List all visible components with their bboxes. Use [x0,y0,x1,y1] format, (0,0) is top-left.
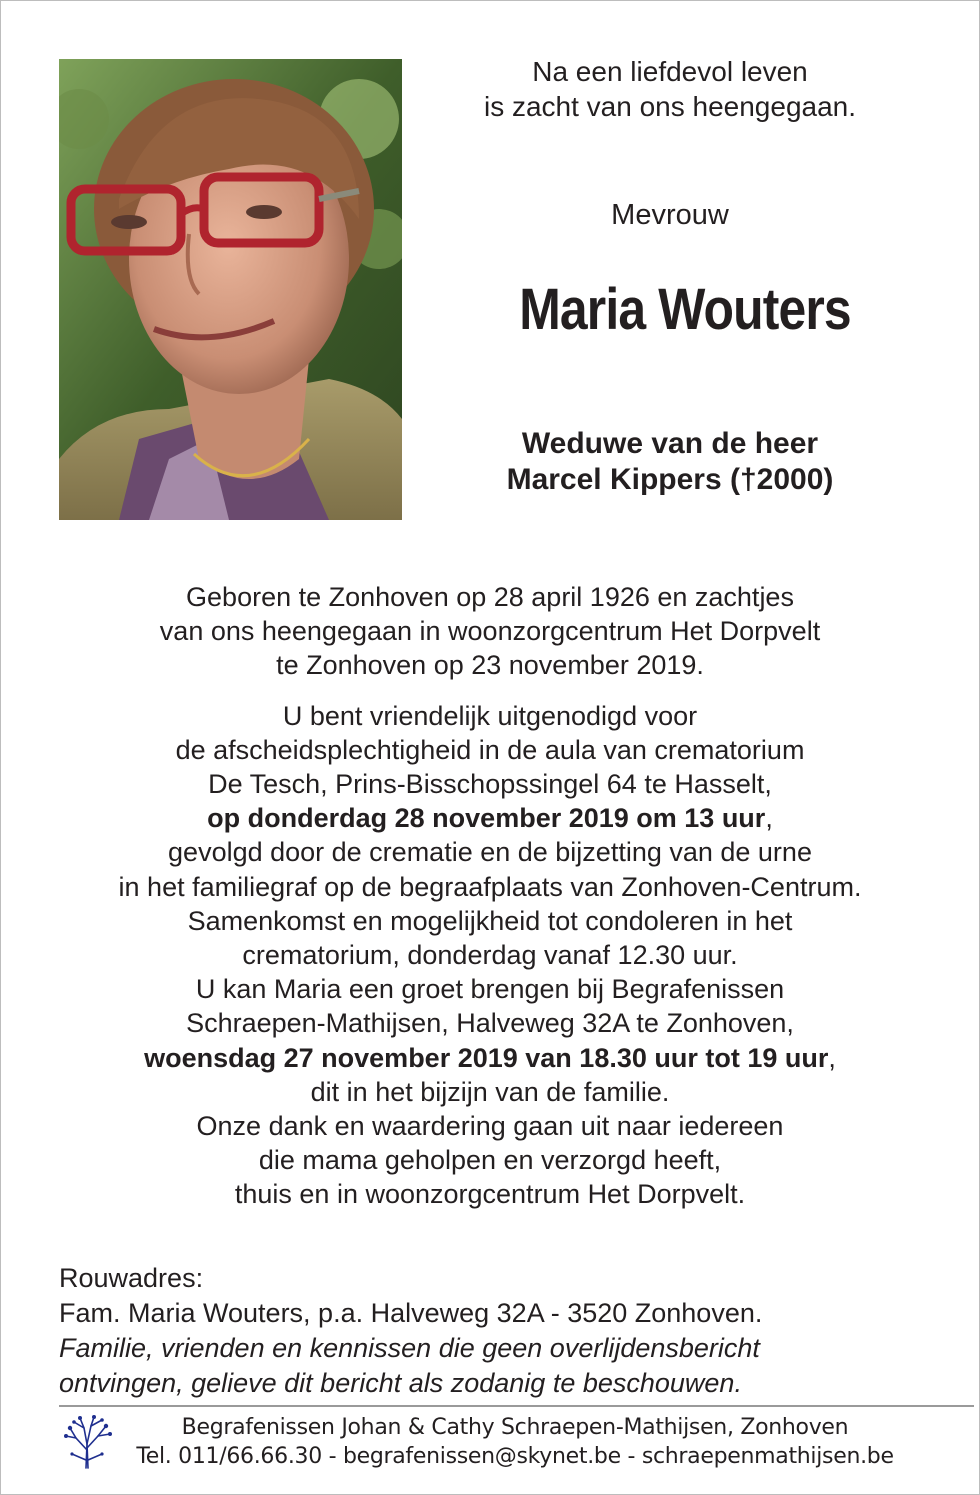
spouse-line-2: Marcel Kippers (†2000) [506,463,834,496]
deceased-name: Maria Wouters [519,277,851,342]
intro-text [420,54,920,124]
birth-line: Geboren te Zonhoven op 28 april 1926 en zachtjes [186,582,794,612]
invitation-line: U bent vriendelijk uitgenodigd voor [282,700,698,731]
visit-date-line [40,1041,940,1075]
invitation-line: Onze dank en waardering gaan uit naar iedereen [196,1111,784,1142]
notice-line: Familie, vrienden en kennissen die geen overlijdensbericht [59,1333,760,1363]
visit-suffix: , [828,1042,836,1073]
spouse-line-1: Weduwe van de heer [521,427,819,460]
invitation-line: crematorium, donderdag vanaf 12.30 uur. [242,940,738,971]
invitation-line: Samenkomst en mogelijkheid tot condoleren in het [187,905,793,936]
invitation-line: De Tesch, Prins-Bisschopssingel 64 te Hasselt, [208,769,772,800]
invitation-line: die mama geholpen en verzorgd heeft, [258,1145,722,1176]
intro-line-1: Na een liefdevol leven [532,56,808,87]
footer-line-2: Tel. 011/66.66.30 - begrafenissen@skynet.be - schraepenmathijsen.be [136,1444,894,1469]
mourning-address [59,1261,939,1401]
tree-icon [62,1414,114,1470]
intro-line-2: is zacht van ons heengegaan. [483,91,857,122]
footer-divider [59,1405,974,1407]
invitation-line: de afscheidsplechtigheid in de aula van crematorium [175,734,805,765]
salutation: Mevrouw [611,199,729,231]
footer-line-1: Begrafenissen Johan & Cathy Schraepen-Mathijsen, Zonhoven [181,1415,849,1440]
invitation-line: gevolgd door de crematie en de bijzetting van de urne [168,837,812,868]
portrait-photo [59,59,402,520]
notice-line: ontvingen, gelieve dit bericht als zodanig te beschouwen. [59,1368,742,1398]
address-label: Rouwadres: [59,1263,204,1293]
ceremony-date: op donderdag 28 november 2019 om 13 uur [207,803,766,834]
address-value: Fam. Maria Wouters, p.a. Halveweg 32A - 3520 Zonhoven. [59,1298,763,1328]
invitation-line: thuis en in woonzorgcentrum Het Dorpvelt. [234,1179,746,1210]
spouse-info [420,426,920,498]
ceremony-suffix: , [765,803,773,834]
birth-line: te Zonhoven op 23 november 2019. [276,650,704,681]
invitation-line: Schraepen-Mathijsen, Halveweg 32A te Zonhoven, [186,1008,794,1039]
invitation-line: U kan Maria een groet brengen bij Begrafenissen [195,974,785,1005]
invitation-line: in het familiegraf op de begraafplaats van Zonhoven-Centrum. [118,871,862,902]
obituary-body [40,580,940,1212]
birth-line: van ons heengegaan in woonzorgcentrum Het Dorpvelt [159,616,821,647]
invitation-line: dit in het bijzijn van de familie. [310,1076,670,1107]
funeral-home-footer [110,1413,920,1471]
ceremony-date-line [40,801,940,835]
visit-date: woensdag 27 november 2019 van 18.30 uur tot 19 uur [144,1042,829,1073]
